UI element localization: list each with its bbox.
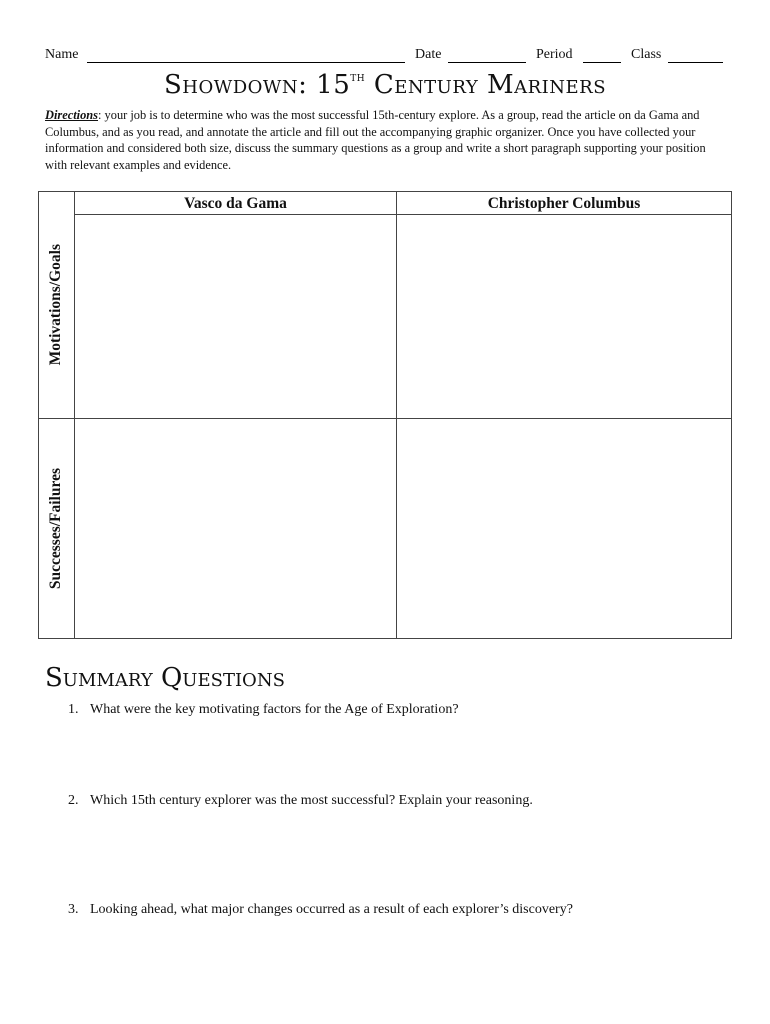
directions-paragraph xyxy=(45,107,725,173)
student-info-header xyxy=(45,47,725,67)
row-label-motivations xyxy=(39,192,73,418)
question-item xyxy=(68,702,459,718)
date-field[interactable] xyxy=(448,62,526,63)
question-number: 2. xyxy=(68,793,79,808)
title-rest: Century Mariners xyxy=(365,70,607,100)
period-label: Period xyxy=(536,47,573,62)
class-label: Class xyxy=(631,47,662,62)
name-label: Name xyxy=(45,47,79,62)
question-number: 1. xyxy=(68,702,79,717)
column-header-da-gama: Vasco da Gama xyxy=(184,195,287,212)
period-field[interactable] xyxy=(583,62,621,63)
cell-columbus-successes[interactable] xyxy=(397,419,731,638)
directions-text: : your job is to determine who was the most successful 15th-century explore. As a group, read the article on da Gama and Columbus, and as you read, and annotate the article and fill out the accompanying graphic organizer. Once you have collected your information and considered both size, discuss the summary questions as a group and write a short paragraph supporting your position with relevant examples and evidence. xyxy=(45,108,706,172)
question-text: What were the key motivating factors for the Age of Exploration? xyxy=(90,702,459,717)
date-label: Date xyxy=(415,47,442,62)
row-label-text: Motivations/Goals xyxy=(47,244,64,366)
row-label-successes xyxy=(39,419,73,638)
question-text: Looking ahead, what major changes occurred as a result of each explorer’s discovery? xyxy=(90,902,573,917)
directions-label: Directions xyxy=(45,108,99,122)
question-item xyxy=(68,793,533,809)
name-field[interactable] xyxy=(87,62,405,63)
column-header-columbus: Christopher Columbus xyxy=(487,195,641,212)
question-item xyxy=(68,902,573,918)
graphic-organizer xyxy=(38,191,732,639)
class-field[interactable] xyxy=(668,62,723,63)
summary-questions-heading: Summary Questions xyxy=(45,663,285,693)
title-superscript: th xyxy=(350,70,366,85)
question-number: 3. xyxy=(68,902,79,917)
title-main: Showdown: 15 xyxy=(163,70,351,100)
cell-da-gama-successes[interactable] xyxy=(75,419,396,638)
row-label-text: Successes/Failures xyxy=(47,467,64,590)
cell-columbus-motivations[interactable] xyxy=(397,215,731,418)
question-text: Which 15th century explorer was the most successful? Explain your reasoning. xyxy=(90,793,533,808)
page-title xyxy=(0,70,770,100)
cell-da-gama-motivations[interactable] xyxy=(75,215,396,418)
